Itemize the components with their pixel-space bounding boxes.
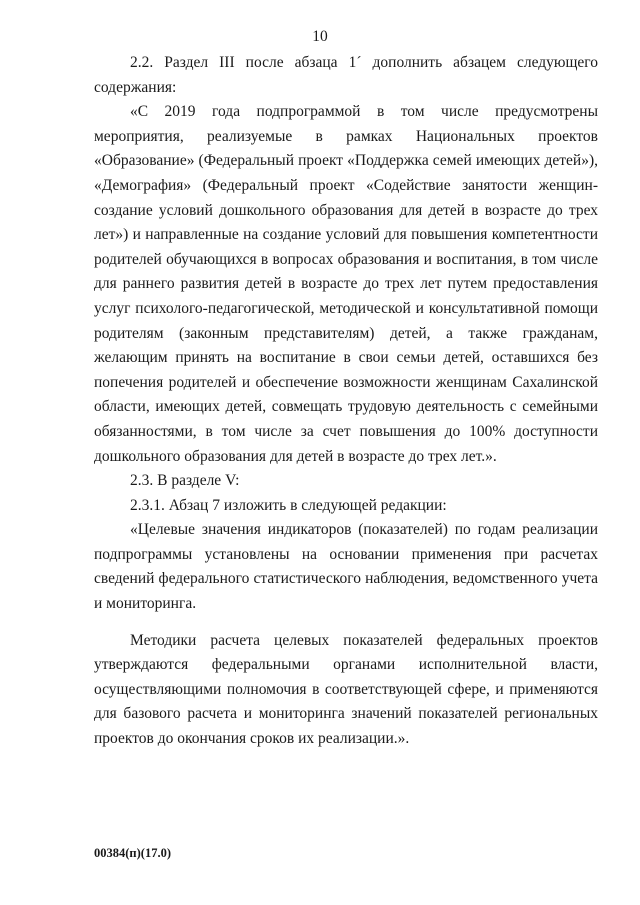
paragraph-methods: Методики расчета целевых показателей федеральных проектов утверждаются федеральными органами исполнительной власти, осуществляющими полномочия в соответствующей сфере, и применяются для базового расчета и мониторинга значений показателей региональных проектов до окончания сроков их реализации.». <box>94 631 598 748</box>
paragraph-target-values: «Целевые значения индикаторов (показателей) по годам реализации подпрограммы установлены на основании применения при расчетах сведений федерального статистического наблюдения, ведомственного учета и мониторинга. <box>94 521 598 613</box>
paragraph-since-2019: «С 2019 года подпрограммой в том числе предусмотрены мероприятия, реализуемые в рамках Национальных проектов «Образование» (Федеральный проект «Поддержка семей имеющих детей»), «Демография» (Федеральный проект «Содействие занятости женщин-создание условий дошкольного образования для детей в возрасте до трех лет») и направленные на создание условий для повышения компетентности родителей обучающихся в вопросах образования и воспитания, в том числе для раннего развития детей в возрасте до трех лет путем предоставления услуг психолого-педагогической, методической и консультативной помощи родителям (законным представителям) детей, а также гражданам, желающим принять на воспитание в свои семьи детей, оставшихся без попечения родителей и обеспечение возможности женщинам Сахалинской области, имеющих детей, совмещать трудовую деятельность с семейными обязанностями, в том числе за счет повышения до 100% доступности дошкольного образования для детей в возрасте до трех лет.». <box>94 103 598 465</box>
paragraph-2-3-1: 2.3.1. Абзац 7 изложить в следующей редакции: <box>130 496 447 514</box>
paragraph-2-3: 2.3. В разделе V: <box>130 472 240 490</box>
page-number: 10 <box>312 28 328 45</box>
paragraph-2-2: 2.2. Раздел III после абзаца 1´ дополнить абзацем следующего содержания: <box>94 54 598 96</box>
document-body <box>94 51 598 752</box>
document-code: 00384(п)(17.0) <box>94 846 171 860</box>
